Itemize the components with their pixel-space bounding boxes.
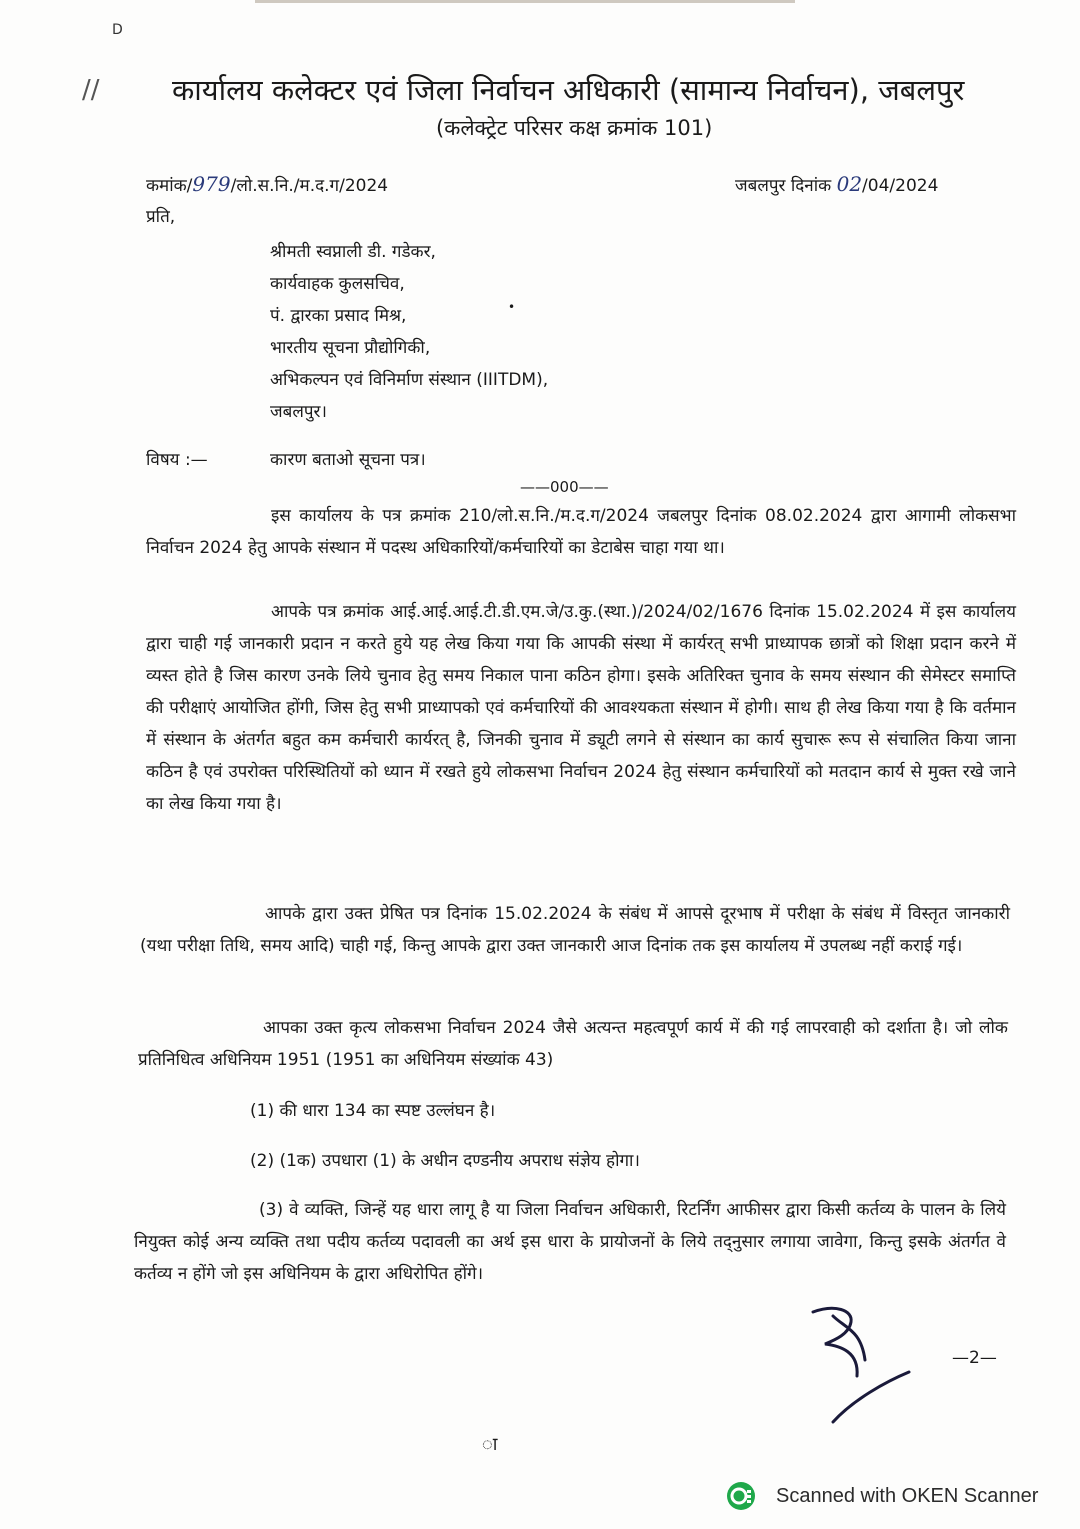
address-line: जबलपुर। xyxy=(270,402,327,422)
reference-number-line xyxy=(146,172,388,196)
handwritten-signature xyxy=(805,1300,925,1440)
clause-2: (2) (1क) उपधारा (1) के अधीन दण्डनीय अपराध संज्ञेय होगा। xyxy=(250,1151,640,1171)
address-line: भारतीय सूचना प्रौद्योगिकी, xyxy=(270,338,431,358)
paragraph-2 xyxy=(146,596,1016,820)
oken-scanner-icon xyxy=(726,1481,756,1511)
address-line: अभिकल्पन एवं विनिर्माण संस्थान (IIITDM), xyxy=(270,370,549,390)
paragraph-1 xyxy=(146,500,1016,564)
reference-handwritten-number: 979 xyxy=(192,172,231,196)
stray-dot: • xyxy=(508,300,516,314)
salutation: प्रति, xyxy=(146,207,176,227)
paragraph-text: इस कार्यालय के पत्र क्रमांक 210/लो.स.नि./म.द.ग/2024 जबलपुर दिनांक 08.02.2024 द्वारा आगामी लोकसभा निर्वाचन 2024 हेतु आपके संस्थान में पदस्थ अधिकारियों/कर्मचारियों का डेटाबेस चाहा गया था। xyxy=(146,506,1016,558)
date-rest: /04/2024 xyxy=(862,176,939,196)
reference-prefix: कमांक/ xyxy=(146,176,193,196)
clause-3-text: (3) वे व्यक्ति, जिन्हें यह धारा लागू है या जिला निर्वाचन अधिकारी, रिटर्निंग आफीसर द्वारा किसी कर्तव्य के पालन के लिये नियुक्त कोई अन्य व्यक्ति तथा पदीय कर्तव्य पदावली का अर्थ इस धारा के प्रायोजनों के लिये तद्नुसार लगाया जावेगा, किन्तु इसके अंतर्गत वे कर्तव्य न होंगे जो इस अधिनियम के द्वारा अधिरोपित होंगे। xyxy=(134,1200,1006,1284)
corner-mark: D xyxy=(112,22,123,38)
page-number: —2— xyxy=(952,1348,997,1368)
subject-text: कारण बताओ सूचना पत्र। xyxy=(270,450,426,470)
section-divider: ——000—— xyxy=(520,478,609,496)
paragraph-3 xyxy=(140,898,1010,962)
subject-label: विषय :— xyxy=(146,450,208,470)
tick-mark: // xyxy=(82,75,100,105)
scanner-text: Scanned with OKEN Scanner xyxy=(776,1484,1039,1507)
address-line: श्रीमती स्वप्नाली डी. गडेकर, xyxy=(270,242,436,262)
clause-1: (1) की धारा 134 का स्पष्ट उल्लंघन है। xyxy=(250,1101,496,1121)
paragraph-4 xyxy=(138,1012,1008,1076)
paragraph-text: आपके द्वारा उक्त प्रेषित पत्र दिनांक 15.02.2024 के संबंध में आपसे दूरभाष में परीक्षा के संबंध में विस्तृत जानकारी (यथा परीक्षा तिथि, समय आदि) चाही गई, किन्तु आपके द्वारा उक्त जानकारी आज दिनांक तक इस कार्यालय में उपलब्ध नहीं कराई गई। xyxy=(140,904,1010,956)
recipient-address xyxy=(270,236,548,428)
address-line: कार्यवाहक कुलसचिव, xyxy=(270,274,405,294)
clause-3 xyxy=(134,1194,1006,1290)
office-subtitle: (कलेक्ट्रेट परिसर कक्ष क्रमांक 101) xyxy=(436,116,713,140)
paragraph-text: आपके पत्र क्रमांक आई.आई.आई.टी.डी.एम.जे/उ.कु.(स्था.)/2024/02/1676 दिनांक 15.02.2024 में इस कार्यालय द्वारा चाही गई जानकारी प्रदान न करते हुये यह लेख किया गया कि आपकी संस्था में कार्यरत् सभी प्राध्यापक छात्रों को शिक्षा प्रदान करने में व्यस्त होते है जिस कारण उनके लिये चुनाव हेतु समय निकाल पाना कठिन होगा। इसके अतिरिक्त चुनाव के समय संस्थान की सेमेस्टर समाप्ति की परीक्षाएं आयोजित होंगी, जिस हेतु सभी प्राध्यापको एवं कर्मचारियों की आवश्यकता संस्थान में होगी। साथ ही लेख किया गया है कि वर्तमान में संस्थान के अंतर्गत बहुत कम कर्मचारी कार्यरत् है, जिनकी चुनाव में ड्यूटी लगने से संस्थान का कार्य सुचारू रूप से संचालित किया जाना कठिन है एवं उपरोक्त परिस्थितियों को ध्यान में रखते हुये लोकसभा निर्वाचन 2024 हेतु संस्थान कर्मचारियों को मतदान कार्य से मुक्त रखे जाने का लेख किया गया है। xyxy=(146,602,1016,814)
paragraph-text: आपका उक्त कृत्य लोकसभा निर्वाचन 2024 जैसे अत्यन्त महत्वपूर्ण कार्य में की गई लापरवाही को दर्शाता है। जो लोक प्रतिनिधित्व अधिनियम 1951 (1951 का अधिनियम संख्यांक 43) xyxy=(138,1018,1008,1070)
date-handwritten-day: 02 xyxy=(836,172,863,196)
date-line xyxy=(735,172,938,196)
office-title: कार्यालय कलेक्टर एवं जिला निर्वाचन अधिकारी (सामान्य निर्वाचन), जबलपुर xyxy=(172,73,965,107)
date-prefix: जबलपुर दिनांक xyxy=(735,176,832,196)
address-line: पं. द्वारका प्रसाद मिश्र, xyxy=(270,306,407,326)
scanner-watermark xyxy=(726,1478,1038,1514)
reference-suffix: /लो.स.नि./म.द.ग/2024 xyxy=(230,176,389,196)
top-edge-line xyxy=(255,0,795,3)
bottom-mark: ा xyxy=(482,1434,498,1455)
